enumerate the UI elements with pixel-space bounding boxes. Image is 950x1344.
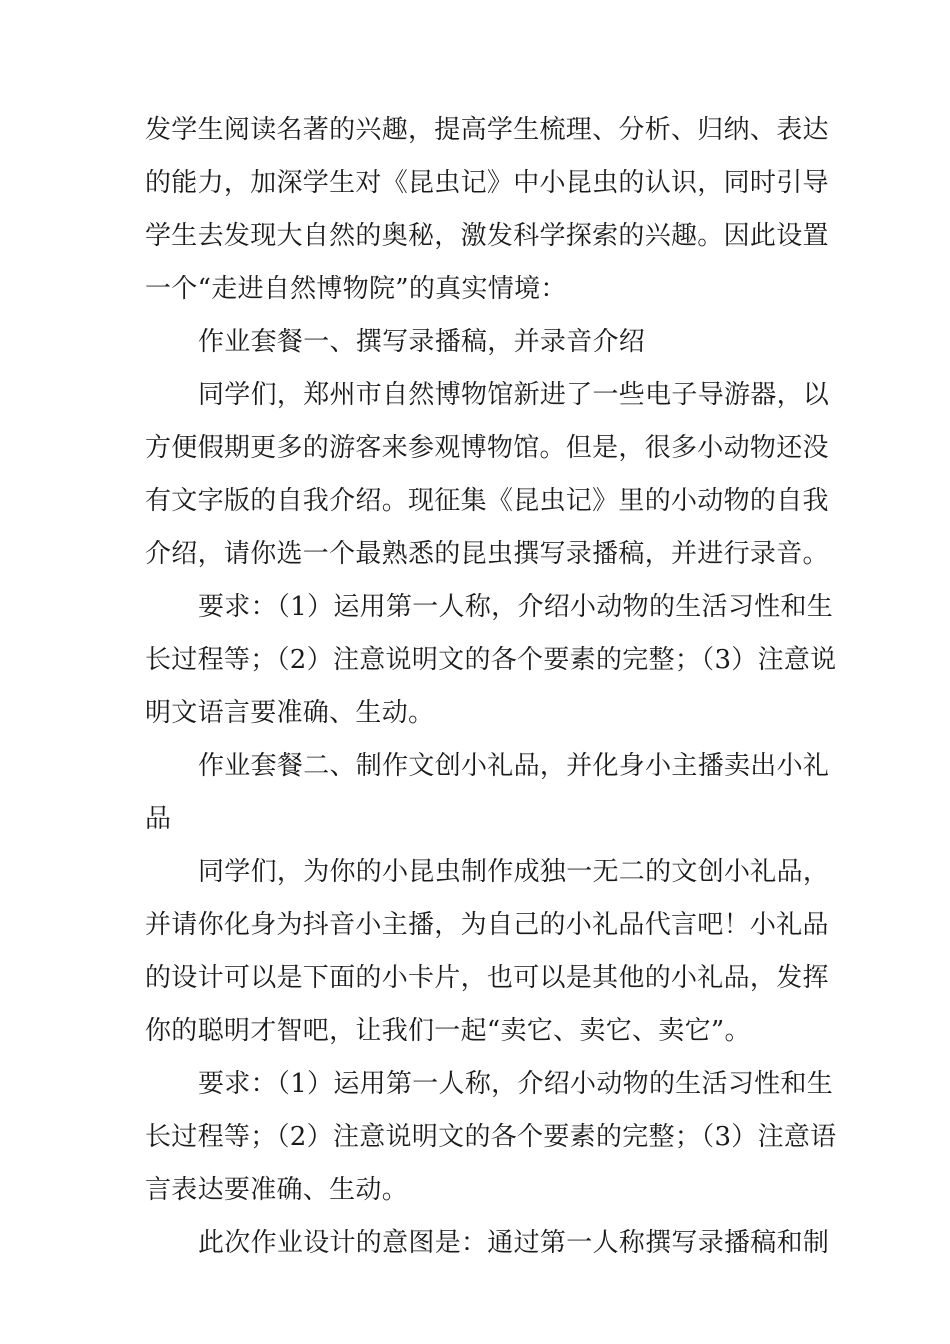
text-line: 明文语言要准确、生动。	[145, 698, 435, 728]
text-line: 的能力，加深学生对《昆虫记》中小昆虫的认识，同时引导	[145, 168, 829, 198]
section-heading-continued: 品	[145, 804, 172, 834]
text-line: 要求：（1）运用第一人称，介绍小动物的生活习性和生	[198, 1069, 834, 1099]
text-line: 同学们，郑州市自然博物馆新进了一些电子导游器，以	[198, 380, 830, 410]
text-line: 方便假期更多的游客来参观博物馆。但是，很多小动物还没	[145, 433, 829, 463]
text-line: 学生去发现大自然的奥秘，激发科学探索的兴趣。因此设置	[145, 221, 829, 251]
text-line: 长过程等；（2）注意说明文的各个要素的完整；（3）注意语	[145, 1122, 837, 1152]
text-line: 并请你化身为抖音小主播，为自己的小礼品代言吧！小礼品	[145, 910, 829, 940]
section-heading: 作业套餐二、制作文创小礼品，并化身小主播卖出小礼	[198, 751, 830, 781]
text-line: 有文字版的自我介绍。现征集《昆虫记》里的小动物的自我	[145, 486, 829, 516]
text-line: 此次作业设计的意图是：通过第一人称撰写录播稿和制	[198, 1228, 830, 1258]
text-line: 要求：（1）运用第一人称，介绍小动物的生活习性和生	[198, 592, 834, 622]
text-line: 一个“走进自然博物院”的真实情境：	[145, 274, 567, 304]
text-line: 同学们，为你的小昆虫制作成独一无二的文创小礼品，	[198, 857, 830, 887]
text-line: 言表达要准确、生动。	[145, 1175, 409, 1205]
section-heading: 作业套餐一、撰写录播稿，并录音介绍	[198, 327, 646, 357]
text-line: 介绍，请你选一个最熟悉的昆虫撰写录播稿，并进行录音。	[145, 539, 829, 569]
text-line: 长过程等；（2）注意说明文的各个要素的完整；（3）注意说	[145, 645, 837, 675]
text-line: 你的聪明才智吧，让我们一起“卖它、卖它、卖它”。	[145, 1016, 751, 1046]
text-line: 的设计可以是下面的小卡片，也可以是其他的小礼品，发挥	[145, 963, 829, 993]
text-line: 发学生阅读名著的兴趣，提高学生梳理、分析、归纳、表达	[145, 115, 829, 145]
